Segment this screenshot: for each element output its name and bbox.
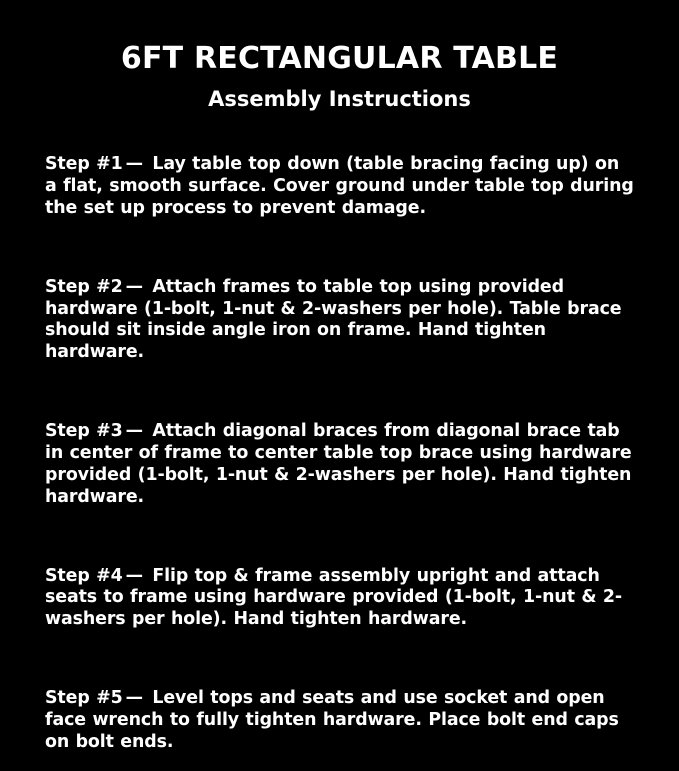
page-title: 6FT RECTANGULAR TABLE [120, 41, 559, 76]
step-item [45, 421, 634, 509]
step-dash: — [125, 421, 143, 442]
steps-list [42, 137, 637, 771]
step-label: Step #3 [45, 421, 123, 442]
step-text: Attach diagonal braces from diagonal brace tab in center of frame to center table top brace using hardware provided (1-bolt, 1-nut & 2-washers per hole). Hand tighten hardware. [45, 421, 632, 507]
step-label: Step #2 [45, 276, 123, 297]
step-dash: — [125, 565, 143, 586]
step-dash: — [125, 276, 143, 297]
step-label: Step #5 [45, 688, 123, 709]
page-subtitle: Assembly Instructions [208, 86, 471, 111]
step-label: Step #1 [45, 154, 123, 175]
step-dash: — [125, 688, 143, 709]
step-text: Level tops and seats and use socket and open face wrench to fully tighten hardware. Place bolt end caps on bolt ends. [45, 688, 619, 752]
step-item [45, 566, 634, 632]
step-text: Lay table top down (table bracing facing up) on a flat, smooth surface. Cover ground under table top during the set up process to prevent damage. [45, 154, 634, 218]
step-text: Flip top & frame assembly upright and attach seats to frame using hardware provided (1-bolt, 1-nut & 2-washers per hole). Hand tighten hardware. [45, 565, 623, 630]
step-label: Step #4 [45, 565, 123, 586]
step-item [45, 277, 634, 365]
step-item [45, 154, 634, 220]
step-text: Attach frames to table top using provided hardware (1-bolt, 1-nut & 2-washers per hole). Table brace should sit inside angle iron on frame. Hand tighten hardware. [45, 276, 622, 363]
step-dash: — [125, 154, 143, 175]
step-item [45, 688, 634, 754]
